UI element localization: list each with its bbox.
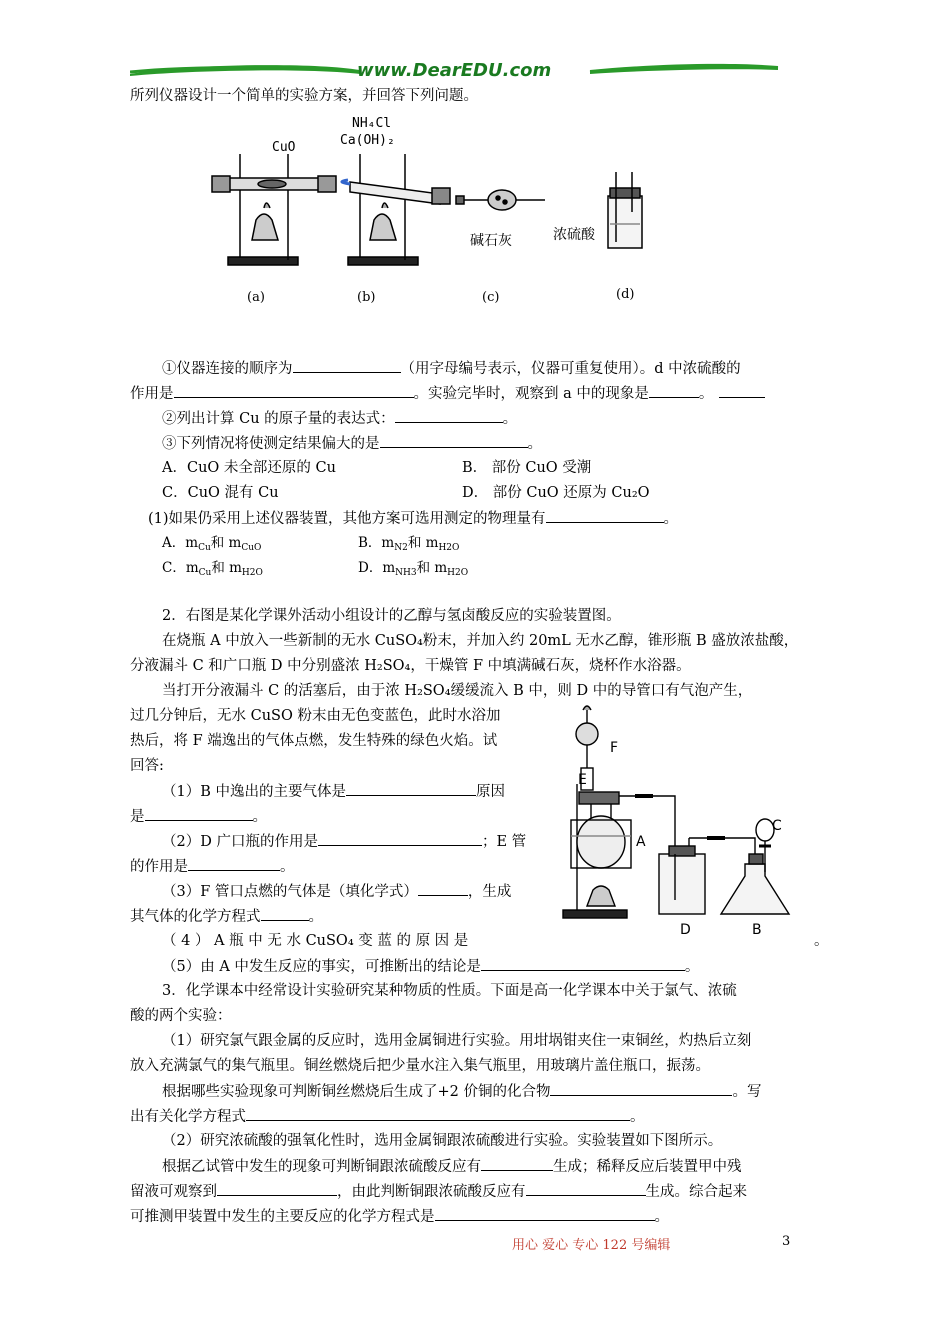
- q1-line4: ③下列情况将使测定结果偏大的是 。: [162, 433, 542, 454]
- blank[interactable]: [346, 781, 476, 796]
- q3-line2: 酸的两个实验：: [130, 1008, 232, 1024]
- intro-line: 所列仪器设计一个简单的实验方案，并回答下列问题。: [130, 88, 478, 104]
- q1-line2: 作用是 。实验完毕时，观察到 a 中的现象是 。: [130, 383, 765, 404]
- q2-line6: 热后，将 F 端逸出的气体点燃，发生特殊的绿色火焰。试: [130, 733, 498, 749]
- caption-c: (c): [482, 290, 500, 305]
- q3-line8: 根据乙试管中发生的现象可判断铜跟浓硫酸反应有 生成；稀释反应后装置甲中残: [162, 1156, 742, 1177]
- page-number: 3: [782, 1234, 791, 1249]
- q1-m-option-c: C．$m_{Cu}$和 $m_{H2O}$: [162, 560, 263, 578]
- q2-line4: 当打开分液漏斗 C 的活塞后，由于浓 H₂SO₄缓缓流入 B 中，则 D 中的导管口有气泡产生，: [162, 683, 753, 699]
- blank[interactable]: [246, 1106, 630, 1121]
- q1-m-option-d: D．$m_{NH3}$和 $m_{H2O}$: [358, 560, 469, 578]
- footer-text: 用心 爱心 专心 122 号编辑: [512, 1238, 671, 1253]
- caption-b: (b): [357, 290, 376, 305]
- blank[interactable]: [481, 1156, 553, 1171]
- fig2-label-b: B: [752, 922, 762, 938]
- q3-line6: 出有关化学方程式 。: [130, 1106, 645, 1127]
- label-caoh2: Ca(OH)₂: [340, 133, 395, 148]
- fig2-label-f: F: [610, 740, 619, 756]
- blank[interactable]: [546, 508, 664, 523]
- apparatus-a: [212, 154, 336, 265]
- blank[interactable]: [380, 433, 528, 448]
- q3-line10: 可推测甲装置中发生的主要反应的化学方程式是 。: [130, 1206, 669, 1227]
- apparatus-figure-1: [200, 112, 670, 312]
- q3-line4: 放入充满氯气的集气瓶里。铜丝燃烧后把少量水注入集气瓶里，用玻璃片盖住瓶口，振荡。: [130, 1058, 710, 1074]
- q1-line3: ②列出计算 Cu 的原子量的表达式： 。: [162, 408, 517, 429]
- blank[interactable]: [174, 383, 414, 398]
- q1-option-d: D． 部份 CuO 还原为 Cu₂O: [462, 485, 650, 501]
- blank[interactable]: [145, 806, 253, 821]
- apparatus-b: [342, 154, 450, 265]
- blank[interactable]: [217, 1181, 337, 1196]
- blank[interactable]: [526, 1181, 646, 1196]
- blank[interactable]: [293, 358, 401, 373]
- q2-sub5: （5）由 A 中发生反应的事实，可推断出的结论是 。: [162, 956, 699, 977]
- q2-sub2: （2）D 广口瓶的作用是 ；E 管: [162, 831, 526, 852]
- label-nh4cl: NH₄Cl: [352, 116, 392, 131]
- q2-sub3: （3）F 管口点燃的气体是（填化学式） ，生成: [162, 881, 511, 902]
- q1-line1: ①仪器连接的顺序为 （用字母编号表示，仪器可重复使用）。d 中浓硫酸的: [162, 358, 741, 379]
- fig2-label-d: D: [680, 922, 691, 938]
- label-soda-lime: 碱石灰: [470, 233, 512, 249]
- site-name: www.DearEDU.com: [357, 60, 552, 81]
- blank[interactable]: [318, 831, 482, 846]
- apparatus-figure-2: [545, 704, 815, 930]
- fig2-label-a: A: [636, 834, 646, 850]
- label-conc-sulfuric: 浓硫酸: [553, 227, 595, 243]
- q2-line1: 2．右图是某化学课外活动小组设计的乙醇与氢卤酸反应的实验装置图。: [162, 608, 621, 624]
- q2-sub4: （ 4 ） A 瓶 中 无 水 CuSO₄ 变 蓝 的 原 因 是: [162, 933, 469, 949]
- blank[interactable]: [261, 906, 309, 921]
- blank[interactable]: [481, 956, 685, 971]
- q1-m-option-b: B．$m_{N2}$和 $m_{H2O}$: [358, 535, 460, 553]
- label-cuo: CuO: [272, 140, 296, 155]
- caption-d: (d): [616, 287, 635, 302]
- apparatus-c: [456, 190, 545, 210]
- q3-line3: （1）研究氯气跟金属的反应时，选用金属铜进行实验。用坩埚钳夹住一束铜丝，灼热后立刻: [162, 1033, 752, 1049]
- q2-sub4-end: 。: [814, 933, 829, 949]
- q1-m-option-a: A．$m_{Cu}$和 $m_{CuO}$: [162, 535, 262, 553]
- q3-line7: （2）研究浓硫酸的强氧化性时，选用金属铜跟浓硫酸进行实验。实验装置如下图所示。: [162, 1133, 723, 1149]
- blank[interactable]: [649, 383, 699, 398]
- blank[interactable]: [188, 856, 280, 871]
- q2-line5: 过几分钟后，无水 CuSO 粉末由无色变蓝色，此时水浴加: [130, 708, 501, 724]
- q3-line9: 留液可观察到 ，由此判断铜跟浓硫酸反应有 生成。综合起来: [130, 1181, 747, 1202]
- fig2-label-c: C: [772, 818, 782, 834]
- q2-sub1-cont: 是 。: [130, 806, 267, 827]
- q2-line3: 分液漏斗 C 和广口瓶 D 中分别盛浓 H₂SO₄，干燥管 F 中填满碱石灰，烧杯作水浴器。: [130, 658, 691, 674]
- q1-line5: (1)如果仍采用上述仪器装置，其他方案可选用测定的物理量有 。: [148, 508, 678, 529]
- q1-option-a: A．CuO 未全部还原的 Cu: [162, 460, 336, 476]
- blank[interactable]: [435, 1206, 655, 1221]
- q2-sub3-cont: 其气体的化学方程式 。: [130, 906, 323, 927]
- caption-a: (a): [247, 290, 265, 305]
- q2-sub1: （1）B 中逸出的主要气体是 原因: [162, 781, 505, 802]
- q2-sub2-cont: 的作用是 。: [130, 856, 295, 877]
- apparatus-d: [608, 172, 642, 248]
- blank[interactable]: [719, 383, 765, 398]
- q2-line2: 在烧瓶 A 中放入一些新制的无水 CuSO₄粉末，并加入约 20mL 无水乙醇，锥形瓶 B 盛放浓盐酸，: [162, 633, 799, 649]
- q1-option-b: B． 部份 CuO 受潮: [462, 460, 592, 476]
- q2-line7: 回答:: [130, 758, 164, 774]
- q3-line1: 3．化学课本中经常设计实验研究某种物质的性质。下面是高一化学课本中关于氯气、浓硫: [162, 983, 737, 999]
- blank[interactable]: [418, 881, 468, 896]
- blank[interactable]: [550, 1081, 732, 1096]
- fig2-label-e: E: [578, 772, 587, 788]
- blank[interactable]: [395, 408, 503, 423]
- q1-option-c: C．CuO 混有 Cu: [162, 485, 279, 501]
- q3-line5: 根据哪些实验现象可判断铜丝燃烧后生成了+2 价铜的化合物 。写: [162, 1081, 761, 1102]
